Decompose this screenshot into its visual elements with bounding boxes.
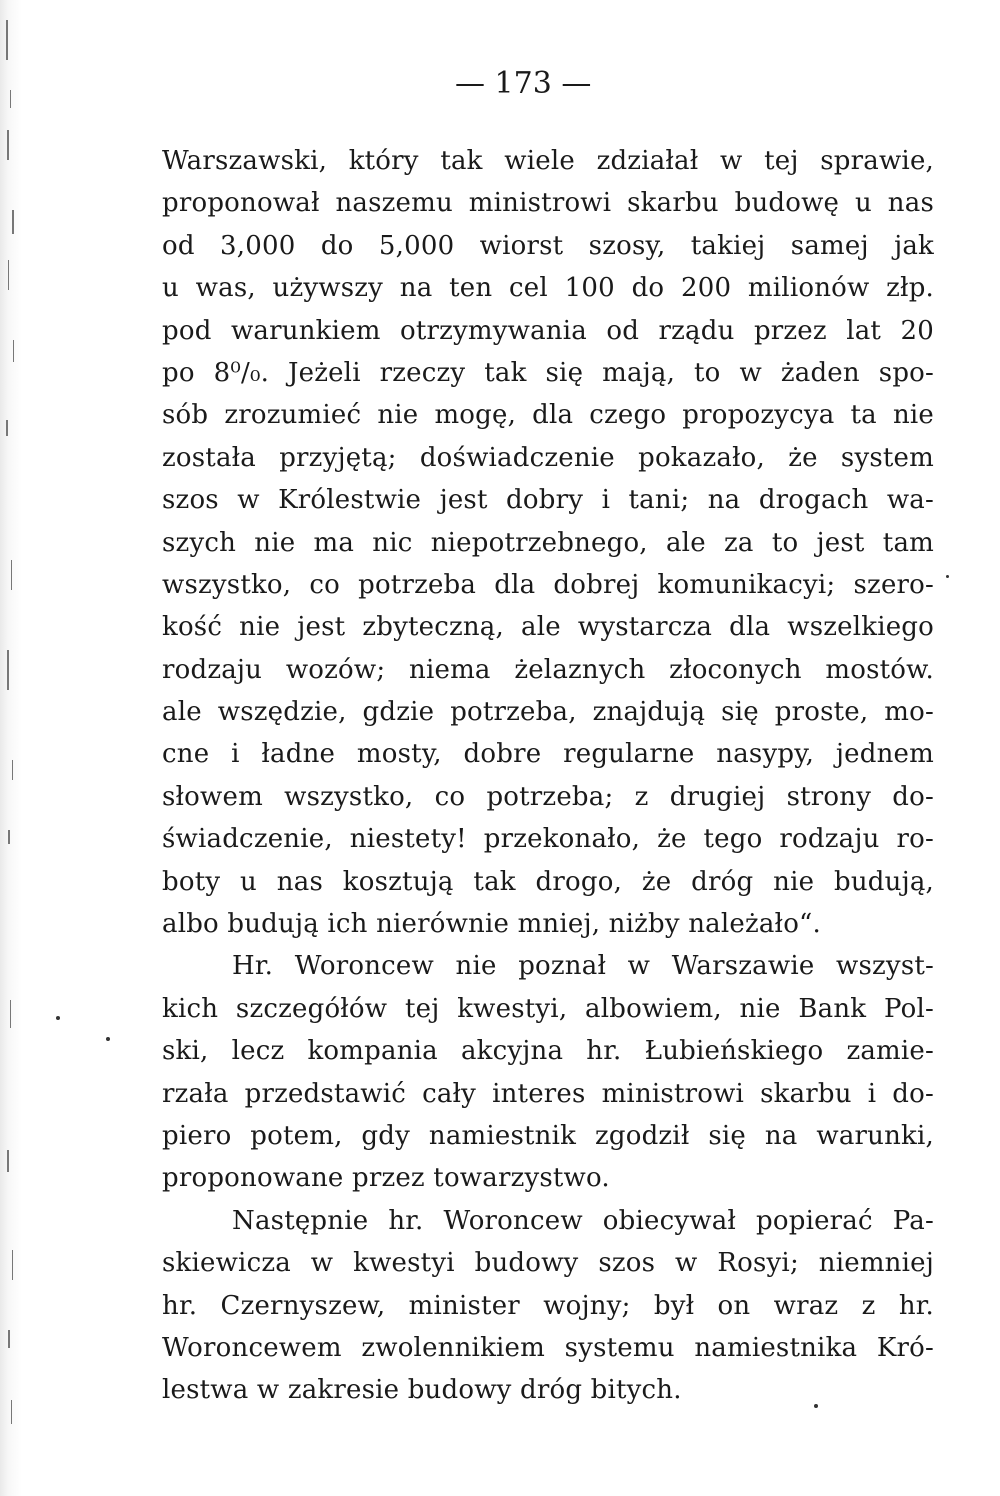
page-gutter-shadow [0, 0, 22, 1496]
ink-speck [946, 575, 949, 578]
text-line: została przyjętą; doświadczenie pokazało, że system [162, 442, 934, 473]
text-line: lestwa w zakresie budowy dróg bitych. [162, 1375, 682, 1406]
text-line: od 3,000 do 5,000 wiorst szosy, takiej samej jak [162, 230, 934, 261]
text-line: ale wszędzie, gdzie potrzeba, znajdują się proste, mo- [162, 697, 934, 728]
text-line: szych nie ma nic niepotrzebnego, ale za to jest tam [162, 527, 934, 558]
text-line: wszystko, co potrzeba dla dobrej komunikacyi; szero- [162, 569, 934, 600]
text-line: boty u nas kosztują tak drogo, że dróg nie budują, [162, 866, 934, 897]
text-line: słowem wszystko, co potrzeba; z drugiej strony do- [162, 781, 934, 812]
gutter-speckle-decoration [4, 0, 18, 1496]
text-line: proponowane przez towarzystwo. [162, 1163, 610, 1194]
text-line: hr. Czernyszew, minister wojny; był on wraz z hr. [162, 1290, 934, 1321]
page-number-header: — 173 — [455, 66, 592, 101]
ink-speck [56, 1016, 60, 1020]
text-line: świadczenie, niestety! przekonało, że tego rodzaju ro- [162, 824, 934, 855]
text-line: kość nie jest zbyteczną, ale wystarcza dla wszelkiego [162, 612, 934, 643]
text-line: skiewicza w kwestyi budowy szos w Rosyi; niemniej [162, 1248, 934, 1279]
text-line: po 8⁰/₀. Jeżeli rzeczy tak się mają, to w żaden spo- [162, 357, 934, 388]
text-line: Hr. Woroncew nie poznał w Warszawie wszyst- [232, 951, 934, 982]
text-line: Następnie hr. Woroncew obiecywał popierać Pa- [232, 1205, 934, 1236]
text-line: albo budują ich nierównie mniej, niżby należało“. [162, 909, 822, 940]
text-line: sób zrozumieć nie mogę, dla czego propozycya ta nie [162, 400, 934, 431]
text-line: Warszawski, który tak wiele zdziałał w tej sprawie, [162, 146, 934, 176]
text-line: piero potem, gdy namiestnik zgodził się na warunki, [162, 1120, 934, 1151]
text-line: pod warunkiem otrzymywania od rządu przez lat 20 [162, 315, 934, 346]
text-line: u was, używszy na ten cel 100 do 200 milionów złp. [162, 273, 934, 304]
text-line: Woroncewem zwolennikiem systemu namiestnika Kró- [162, 1332, 934, 1363]
body-text [162, 140, 934, 1412]
text-line: rzała przedstawić cały interes ministrowi skarbu i do- [162, 1078, 934, 1109]
text-line: rodzaju wozów; niema żelaznych złoconych mostów. [162, 654, 934, 685]
text-line: cne i ładne mosty, dobre regularne nasypy, jednem [162, 739, 934, 770]
text-line: kich szczegółów tej kwestyi, albowiem, nie Bank Pol- [162, 993, 934, 1024]
text-line: szos w Królestwie jest dobry i tani; na drogach wa- [162, 485, 934, 516]
text-line: ski, lecz kompania akcyjna hr. Łubieńskiego zamie- [162, 1036, 934, 1067]
ink-speck [106, 1037, 110, 1041]
text-line: proponował naszemu ministrowi skarbu budowę u nas [162, 188, 934, 219]
